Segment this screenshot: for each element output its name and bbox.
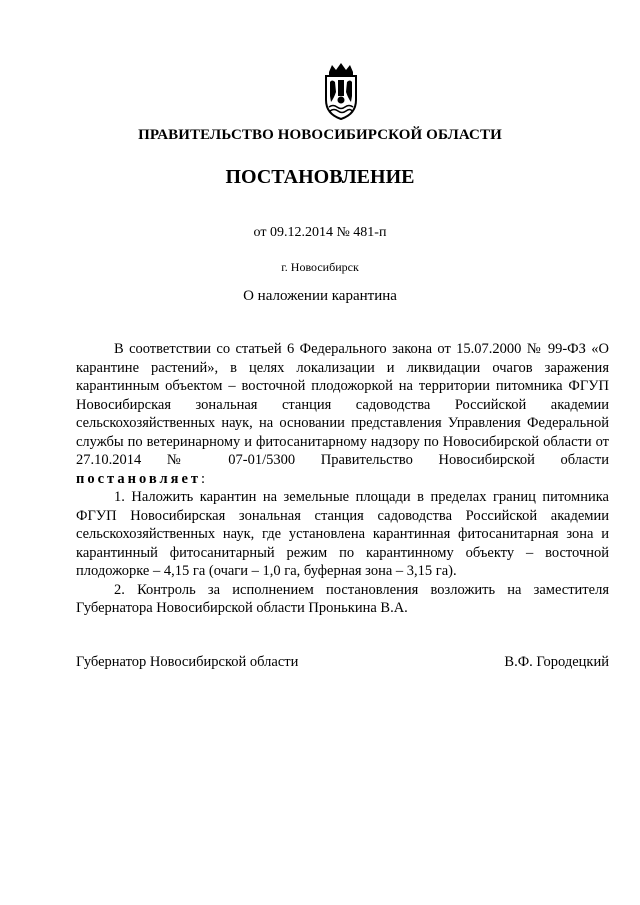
novosibirsk-coat-of-arms-icon — [318, 62, 364, 122]
item-2-paragraph: 2. Контроль за исполнением постановления возложить на заместителя Губернатора Новосибирской области Пронькина В.А. — [76, 581, 609, 616]
signatory-position: Губернатор Новосибирской области — [76, 654, 299, 670]
resolves-colon: : — [201, 470, 206, 487]
signature-block — [76, 654, 609, 671]
resolves-word: постановляет — [76, 470, 202, 487]
preamble-paragraph — [76, 340, 609, 488]
government-title: ПРАВИТЕЛЬСТВО НОВОСИБИРСКОЙ ОБЛАСТИ — [138, 127, 502, 143]
document-subject: О наложении карантина — [243, 288, 397, 304]
document-city: г. Новосибирск — [281, 260, 359, 274]
preamble-text: В соответствии со статьей 6 Федерального закона от 15.07.2000 № 99-ФЗ «О карантине растений», в целях локализации и ликвидации очагов заражения карантинным объектом – восточной плодожоркой на территории питомника ФГУП Новосибирская зональная станция садоводства Российской академии сельскохозяйственных наук, на основании представления Управления Федеральной службы по ветеринарному и фитосанитарному надзору по Новосибирской области от 27.10.2014 № 07-01/5300 Правительство Новосибирской области — [76, 341, 609, 468]
item-1-paragraph: 1. Наложить карантин на земельные площади в пределах границ питомника ФГУП Новосибирская зональная станция садоводства Российской академии сельскохозяйственных наук, где установлена карантинная фитосанитарная зона и карантинный фитосанитарный режим по карантинному объекту – восточной плодожорке – 4,15 га (очаги – 1,0 га, буферная зона – 3,15 га). — [76, 489, 609, 579]
document-body — [76, 340, 609, 618]
document-type-title: ПОСТАНОВЛЕНИЕ — [225, 166, 415, 188]
document-date-number: от 09.12.2014 № 481-п — [253, 225, 387, 240]
signatory-name: В.Ф. Городецкий — [504, 654, 609, 670]
